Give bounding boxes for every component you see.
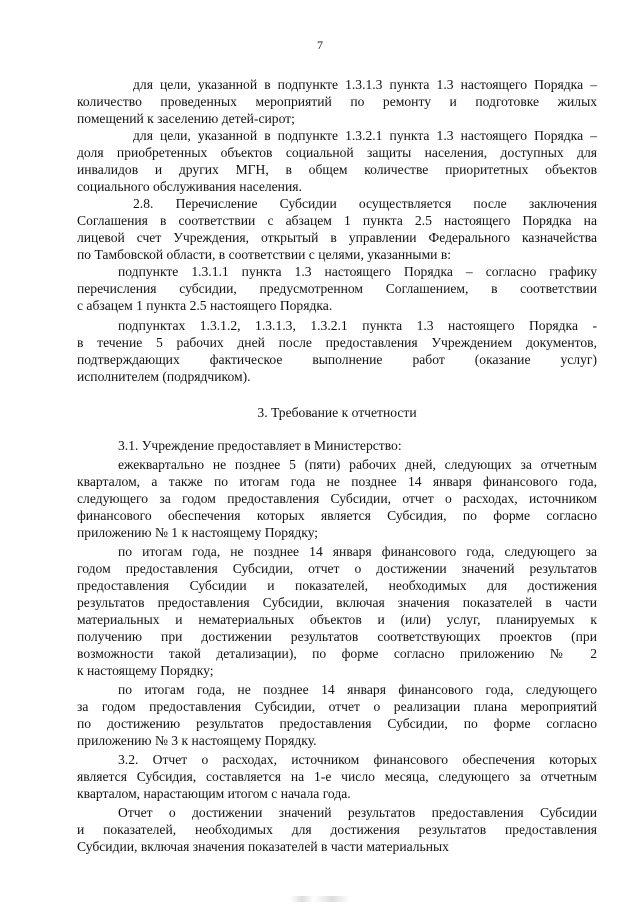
text-line: количество проведенных мероприятий по ремонту и подготовке жилых xyxy=(77,94,597,109)
text-line: является Субсидия, составляется на 1-е число месяца, следующего за отчетным xyxy=(77,769,597,784)
text-line: за годом предоставления Субсидии, отчет о реализации плана мероприятий xyxy=(77,699,597,714)
text-line: возможности такой детализации), по форме согласно приложению № 2 xyxy=(77,646,597,661)
text-line: финансового обеспечения которых является Субсидия, по форме согласно xyxy=(77,508,597,523)
text-line: Субсидии, включая значения показателей в части материальных xyxy=(77,839,449,854)
text-line: для цели, указанной в подпункте 1.3.2.1 пункта 1.3 настоящего Порядка – xyxy=(133,128,597,143)
text-line: 3.1. Учреждение предоставляет в Министерство: xyxy=(118,438,402,453)
text-line: социального обслуживания населения. xyxy=(77,179,302,194)
text-line: приложению № 1 к настоящему Порядку; xyxy=(77,525,319,540)
text-line: помещений к заселению детей-сирот; xyxy=(77,111,295,126)
text-line: материальных и нематериальных объектов и (или) услуг, планируемых к xyxy=(77,612,597,627)
text-line: годом предоставления Субсидии, отчет о достижении значений результатов xyxy=(77,561,597,576)
text-line: перечисления субсидии, предусмотренном Соглашением, в соответствии xyxy=(77,281,597,296)
text-line: 3.2. Отчет о расходах, источником финансового обеспечения которых xyxy=(118,752,597,767)
text-line: исполнителем (подрядчиком). xyxy=(77,369,251,384)
text-line: доля приобретенных объектов социальной защиты населения, доступных для xyxy=(77,145,597,160)
page-number: 7 xyxy=(317,38,323,52)
text-line: подпунктах 1.3.1.2, 1.3.1.3, 1.3.2.1 пункта 1.3 настоящего Порядка - xyxy=(118,318,597,333)
text-line: лицевой счет Учреждения, открытый в управлении Федерального казначейства xyxy=(77,230,597,245)
text-line: инвалидов и других МГН, в общем количестве приоритетных объектов xyxy=(77,162,597,177)
text-line: подпункте 1.3.1.1 пункта 1.3 настоящего Порядка – согласно графику xyxy=(118,264,597,279)
scan-artifact xyxy=(290,896,350,902)
text-line: в течение 5 рабочих дней после предоставления Учреждением документов, xyxy=(77,335,597,350)
section-heading: 3. Требование к отчетности xyxy=(257,405,417,420)
text-line: по достижению результатов предоставления Субсидии, по форме согласно xyxy=(77,716,597,731)
text-line: результатов предоставления Субсидии, включая значения показателей в части xyxy=(77,595,597,610)
text-line: ежеквартально не позднее 5 (пяти) рабочих дней, следующих за отчетным xyxy=(118,457,597,472)
text-line: к настоящему Порядку; xyxy=(77,663,214,678)
text-line: Соглашения в соответствии с абзацем 1 пункта 2.5 настоящего Порядка на xyxy=(77,213,597,228)
text-line: предоставления Субсидии и показателей, необходимых для достижения xyxy=(77,578,597,593)
text-line: Отчет о достижении значений результатов предоставления Субсидии xyxy=(118,805,597,820)
text-line: и показателей, необходимых для достижения результатов предоставления xyxy=(77,822,597,837)
text-line: получению при достижении результатов соответствующих проектов (при xyxy=(77,629,597,644)
text-line: с абзацем 1 пункта 2.5 настоящего Порядка. xyxy=(77,298,333,313)
text-line: 2.8. Перечисление Субсидии осуществляется после заключения xyxy=(133,196,597,211)
text-line: по Тамбовской области, в соответствии с целями, указанными в: xyxy=(77,247,452,262)
text-line: следующего за годом предоставления Субсидии, отчет о расходах, источником xyxy=(77,491,597,506)
text-line: кварталом, а также по итогам года не позднее 14 января финансового года, xyxy=(77,474,597,489)
text-line: по итогам года, не позднее 14 января финансового года, следующего за xyxy=(118,544,597,559)
text-line: по итогам года, не позднее 14 января финансового года, следующего xyxy=(118,682,597,697)
text-line: для цели, указанной в подпункте 1.3.1.3 пункта 1.3 настоящего Порядка – xyxy=(133,77,597,92)
text-line: подтверждающих фактическое выполнение работ (оказание услуг) xyxy=(77,352,597,367)
text-line: приложению № 3 к настоящему Порядку. xyxy=(77,733,317,748)
text-line: кварталом, нарастающим итогом с начала года. xyxy=(77,786,351,801)
